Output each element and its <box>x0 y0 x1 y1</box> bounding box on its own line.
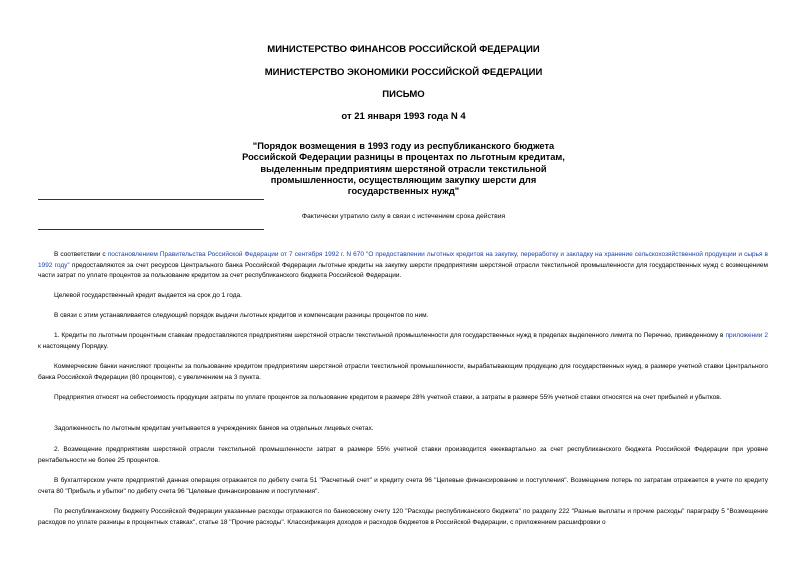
paragraph-7 <box>38 424 768 435</box>
document-date-heading: от 21 января 1993 года N 4 <box>341 111 466 122</box>
document-title: "Порядок возмещения в 1993 году из республиканского бюджета Российской Федерации разницы в процентах по льготным кредитам, выделенным предприятиям шерстяной отрасли текстильной промышленности, осуществляющим закупку шерсти для государственных нужд" <box>242 141 565 197</box>
paragraph-4-text-b: к настоящему Порядку. <box>38 342 109 350</box>
paragraph-4 <box>38 331 768 352</box>
paragraph-4-text-a: 1. Кредиты по льготным процентным ставкам предоставляются предприятиям шерстяной отрасли текстильной промышленности для государственных нужд в пределах выделенного лимита по Перечню, приведенному в <box>54 332 726 339</box>
paragraph-6 <box>38 393 768 404</box>
ministry-finance-heading: МИНИСТЕРСТВО ФИНАНСОВ РОССИЙСКОЙ ФЕДЕРАЦИИ <box>267 44 540 55</box>
appendix-2-link[interactable]: приложении 2 <box>725 332 768 339</box>
paragraph-1 <box>38 250 768 282</box>
paragraph-5 <box>38 362 768 383</box>
paragraph-10 <box>38 507 768 528</box>
paragraph-8 <box>38 445 768 466</box>
divider-top <box>38 199 264 200</box>
document-type-heading: ПИСЬМО <box>382 89 425 100</box>
paragraph-5-text: Коммерческие банки начисляют проценты за пользование кредитом предприятиям шерстяной отрасли текстильной промышленности, вырабатывающим продукцию для государственных нужд, в размере учетной ставки Центрального банка Российской Федерации (80 процентов), с увеличением на 3 пункта. <box>38 363 768 381</box>
paragraph-6-text: Предприятия относят на себестоимость продукции затраты по уплате процентов за пользование кредитом в размере 28% учетной ставки, а затраты в размере 55% учетной ставки относятся на счет прибылей и убытков. <box>54 394 722 401</box>
paragraph-1-text-b: предоставляются за счет ресурсов Центрального банка Российской Федерации льготные кредиты на закупку шерсти предприятиям шерстяной отрасли текстильной промышленности для государственных нужд с возмещением части затрат по уплате процентов за пользование кредитом за счет республиканского бюджета Российской Федерации. <box>38 261 768 279</box>
status-note: Фактически утратило силу в связи с истечением срока действия <box>301 213 506 220</box>
paragraph-7-text: Задолженность по льготным кредитам учитывается в учреждениях банков на отдельных лицевых счетах. <box>54 425 374 432</box>
paragraph-2 <box>38 291 768 302</box>
ministry-economy-heading: МИНИСТЕРСТВО ЭКОНОМИКИ РОССИЙСКОЙ ФЕДЕРАЦИИ <box>264 67 543 78</box>
paragraph-3-text: В связи с этим устанавливается следующий порядок выдачи льготных кредитов и компенсации разницы процентов по ним. <box>54 312 429 319</box>
paragraph-9 <box>38 476 768 497</box>
resolution-670-link[interactable]: постановлением Правительства Российской Федерации от 7 сентября 1992 г. N 670 "О предоставлении льготных кредитов на закупку, переработку и закладку на хранение сельскохозяйственной продукции и сырья в 1992 году" <box>38 251 769 269</box>
paragraph-8-text: 2. Возмещение предприятиям шерстяной отрасли текстильной промышленности затрат в размере 55% учетной ставки производится ежеквартально за счет республиканского бюджета Российской Федерации при уровне рентабельности не более 25 процентов. <box>38 446 768 464</box>
paragraph-3 <box>38 311 768 322</box>
paragraph-1-text-a: В соответствии с <box>54 251 108 258</box>
paragraph-2-text: Целевой государственный кредит выдается на срок до 1 года. <box>54 292 242 299</box>
paragraph-9-text: В бухгалтерском учете предприятий данная операция отражается по дебету счета 51 "Расчетный счет" и кредиту счета 96 "Целевые финансирование и поступления". Возмещение потерь по затратам отражается в учете по кредиту счета 80 "Прибыль и убытки" по дебету счета 96 "Целевые финансирование и поступления". <box>38 477 768 495</box>
paragraph-10-text: По республиканскому бюджету Российской Федерации указанные расходы отражаются по банковскому счету 120 "Расходы республиканского бюджета" по разделу 222 "Разные выплаты и прочие расходы" параграфу 5 "Возмещение расходов по уплате разницы в процентных ставках", статье 18 "Прочие расходы". Классификация доходов и расходов бюджетов в Российской Федерации, с приложением расшифровки о <box>38 508 768 526</box>
divider-bottom <box>38 229 264 230</box>
